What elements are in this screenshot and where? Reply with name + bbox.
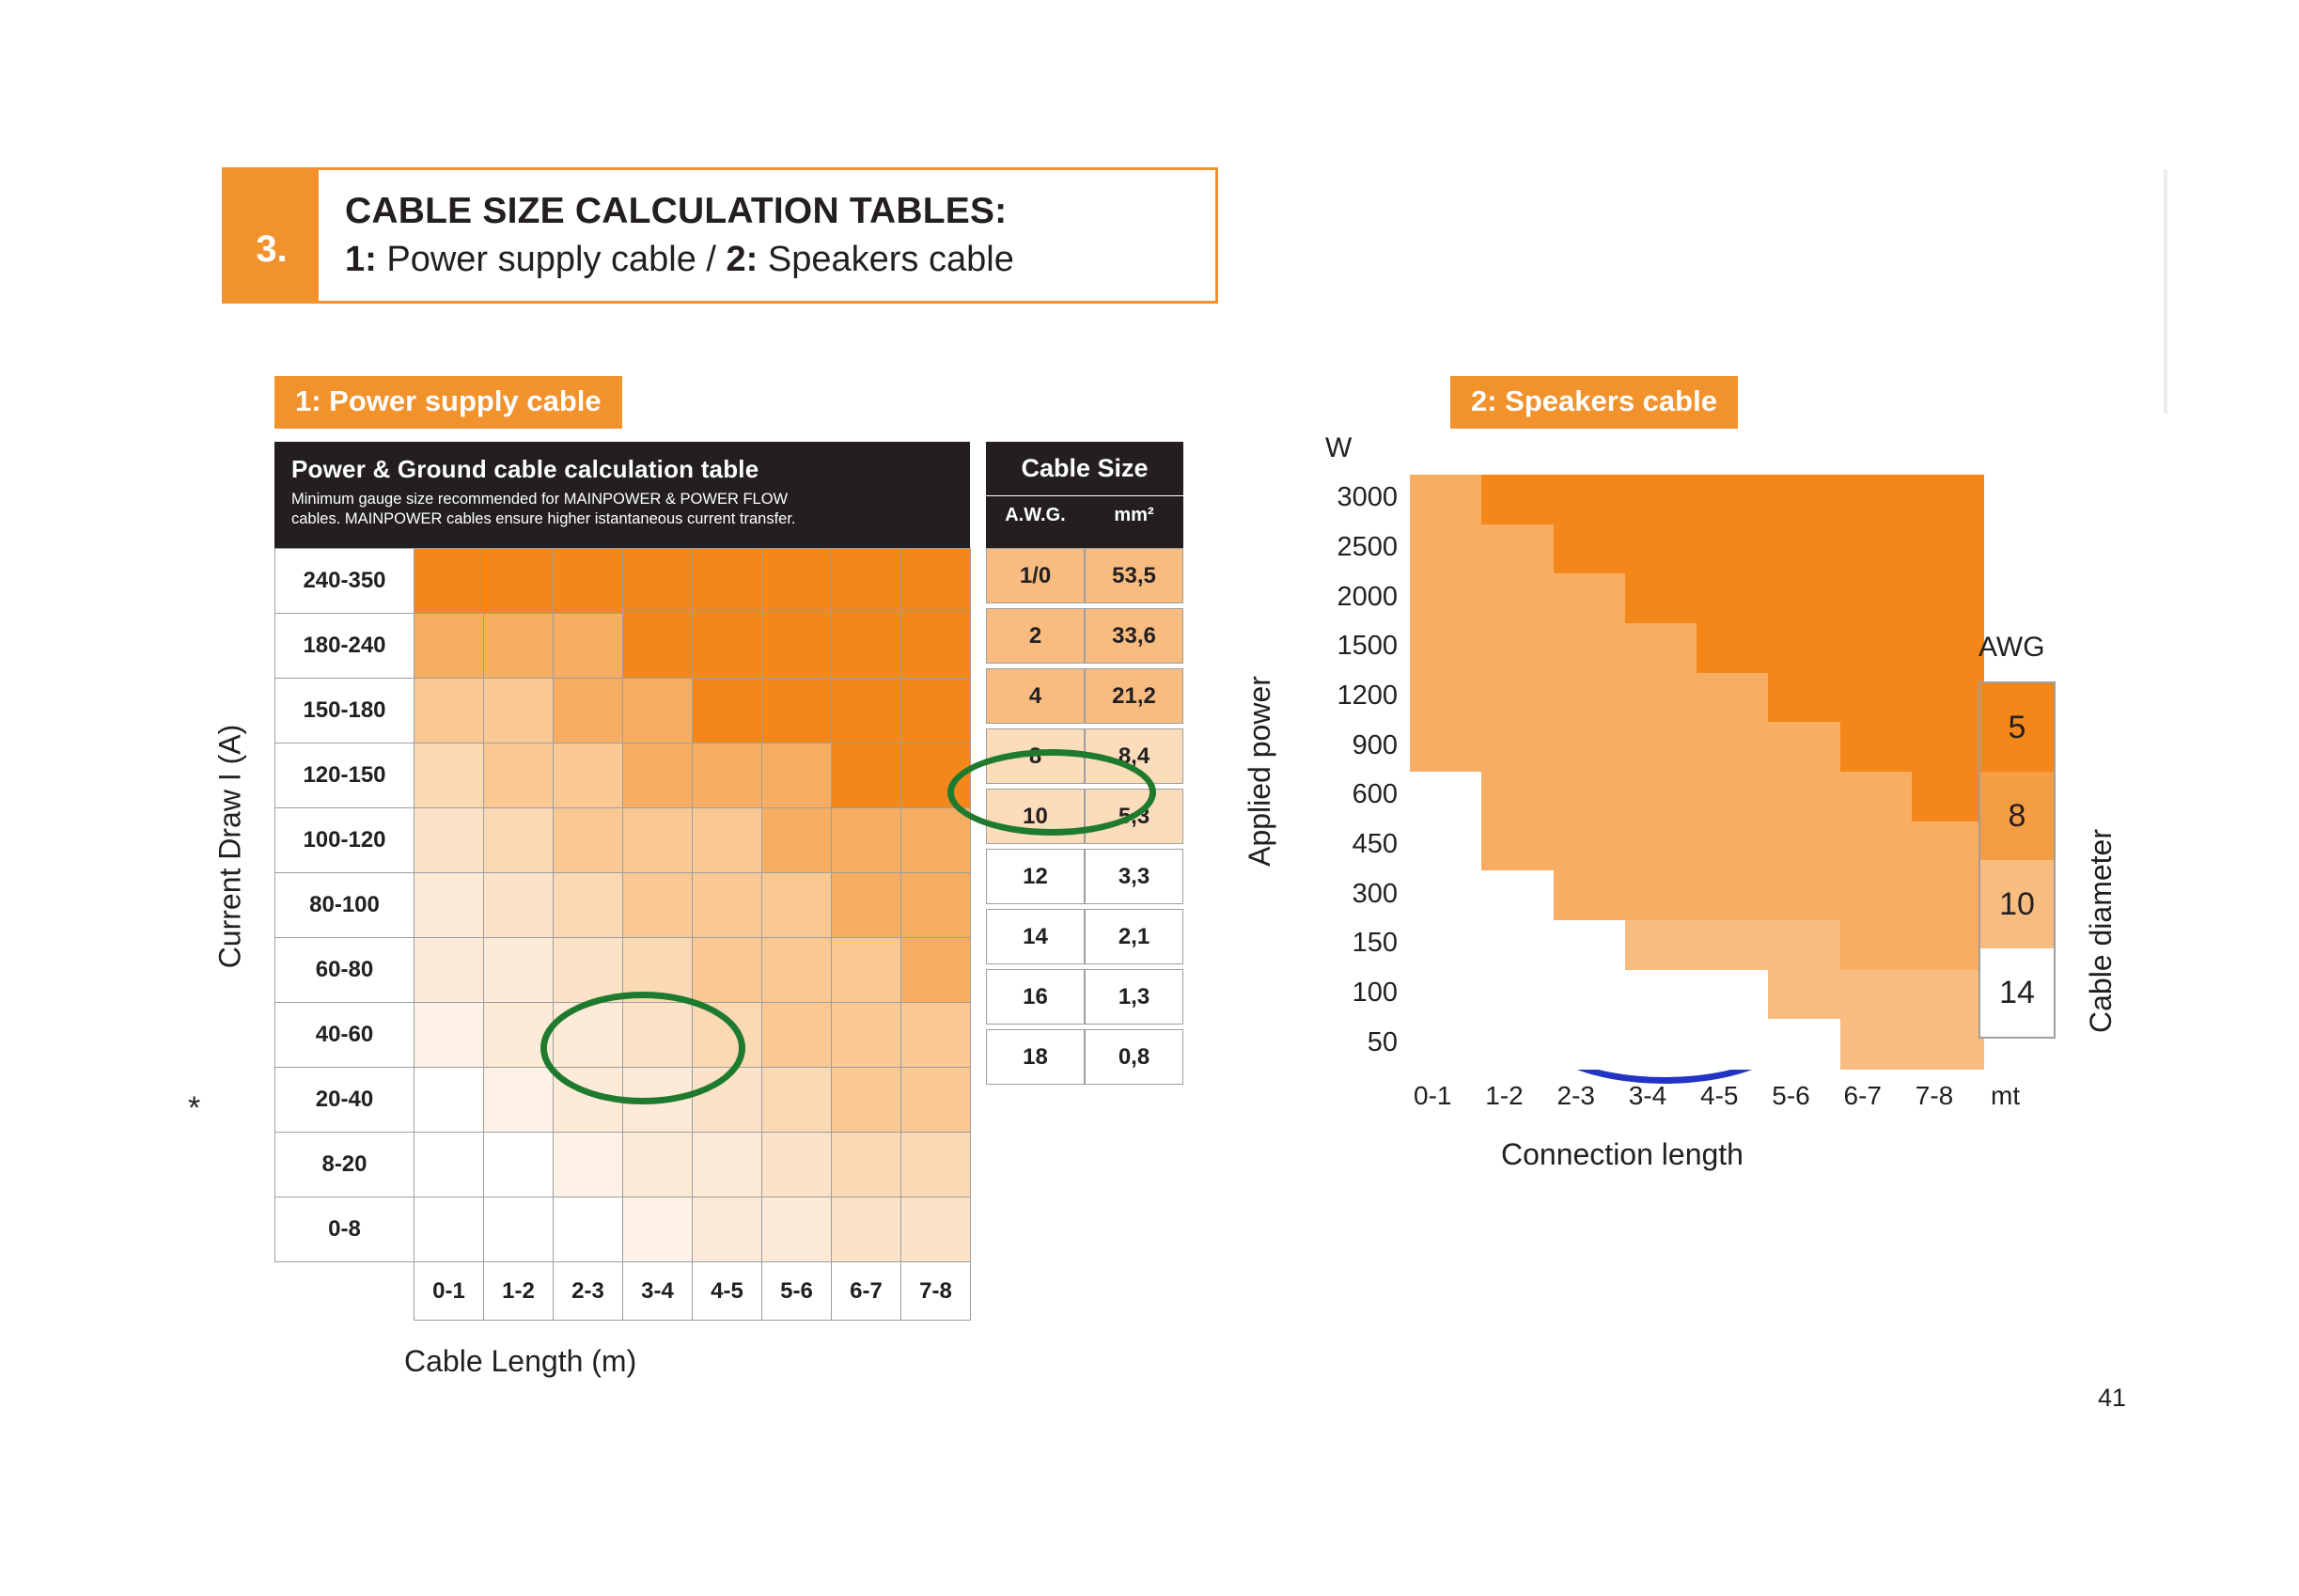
cable-size-mm2-value: 5,3 xyxy=(1085,789,1183,844)
power-heat-cell xyxy=(693,743,762,808)
power-heat-cell xyxy=(832,808,901,873)
power-row-label: 240-350 xyxy=(275,549,414,614)
speakers-heat-cell xyxy=(1840,1019,1913,1069)
power-heat-cell xyxy=(414,808,484,873)
power-heat-cell xyxy=(484,808,554,873)
power-x-tick: 2-3 xyxy=(554,1262,623,1321)
power-heat-cell xyxy=(484,1197,554,1262)
speakers-heat-cell xyxy=(1410,970,1482,1020)
power-x-tick: 1-2 xyxy=(484,1262,554,1321)
power-heat-cell xyxy=(901,1068,971,1133)
header-mid-text: Power supply cable / xyxy=(376,239,727,279)
power-heat-cell xyxy=(414,614,484,679)
speakers-heat-cell xyxy=(1697,475,1769,524)
speakers-y-tick: 450 xyxy=(1352,829,1398,859)
power-chart-ylabel: Current Draw I (A) xyxy=(212,724,247,968)
awg-legend xyxy=(1978,681,2056,1039)
speakers-heat-cell xyxy=(1768,623,1840,673)
annotation-ellipse-green-awg8 xyxy=(947,749,1156,836)
speakers-heat-cell xyxy=(1554,920,1626,970)
annotation-ellipse-green-grid xyxy=(540,992,745,1104)
power-heat-cell xyxy=(762,938,832,1003)
power-heat-cell xyxy=(484,873,554,938)
page-number: 41 xyxy=(2098,1384,2127,1412)
speakers-heat-cell xyxy=(1912,673,1984,723)
cable-size-col-mm2: mm² xyxy=(1114,505,1154,525)
power-heat-cell xyxy=(693,938,762,1003)
power-heat-cell xyxy=(693,873,762,938)
speakers-y-ticks xyxy=(1311,475,1405,1069)
power-row-label: 0-8 xyxy=(275,1197,414,1262)
speakers-heat-cell xyxy=(1625,623,1697,673)
speakers-heat-cell xyxy=(1625,722,1697,772)
speakers-heat-cell xyxy=(1768,920,1840,970)
speakers-heat-cell xyxy=(1625,673,1697,723)
speakers-heat-cell xyxy=(1481,970,1554,1020)
speakers-x-tick: 7-8 xyxy=(1915,1081,1954,1110)
cable-size-awg-value: 16 xyxy=(986,969,1085,1025)
power-heat-cell xyxy=(693,808,762,873)
cable-size-mm2-value: 33,6 xyxy=(1085,608,1183,664)
speakers-y-tick: 2500 xyxy=(1337,532,1398,562)
power-heat-cell xyxy=(623,614,693,679)
power-heat-cell xyxy=(623,873,693,938)
speakers-heat-cell xyxy=(1554,573,1626,623)
speakers-heat-cell xyxy=(1697,970,1769,1020)
speakers-heat-cell xyxy=(1410,573,1482,623)
speakers-heat-cell xyxy=(1410,772,1482,821)
speakers-heat-cell xyxy=(1410,722,1482,772)
speakers-heat-cell xyxy=(1912,475,1984,524)
table-row xyxy=(275,808,971,873)
power-x-tick: 6-7 xyxy=(832,1262,901,1321)
cable-size-col-awg: A.W.G. xyxy=(1005,505,1066,525)
power-heat-cell xyxy=(554,549,623,614)
speakers-heat-cell xyxy=(1625,1019,1697,1069)
power-heat-cell xyxy=(762,614,832,679)
speakers-heat-cell xyxy=(1912,573,1984,623)
table-row xyxy=(275,549,971,614)
speakers-x-unit: mt xyxy=(1991,1081,2021,1110)
power-heat-cell xyxy=(414,743,484,808)
power-heat-cell xyxy=(414,1068,484,1133)
speakers-heat-cell xyxy=(1840,475,1913,524)
power-heat-cell xyxy=(832,938,901,1003)
legend-swatch-awg-5: 5 xyxy=(1980,683,2054,772)
speakers-heat-cell xyxy=(1912,870,1984,920)
power-heat-cell xyxy=(832,549,901,614)
speakers-heat-cell xyxy=(1697,1019,1769,1069)
cable-size-mm2-value: 8,4 xyxy=(1085,728,1183,784)
power-heat-cell xyxy=(554,1133,623,1197)
speakers-heat-cell xyxy=(1768,673,1840,723)
power-heat-cell xyxy=(832,743,901,808)
power-table-banner-title: Power & Ground cable calculation table xyxy=(291,455,759,483)
speakers-heat-cell xyxy=(1912,623,1984,673)
speakers-heat-cell xyxy=(1554,524,1626,574)
speakers-heat-cell xyxy=(1768,722,1840,772)
power-heat-cell xyxy=(693,549,762,614)
speakers-x-ticks xyxy=(1410,1081,2030,1119)
speakers-heatmap-plot xyxy=(1410,475,1983,1069)
speakers-heat-cell xyxy=(1625,772,1697,821)
speakers-x-tick: 3-4 xyxy=(1628,1081,1667,1110)
table-row xyxy=(275,679,971,743)
speakers-heat-cell xyxy=(1410,524,1482,574)
cable-size-mm2-value: 3,3 xyxy=(1085,849,1183,904)
speakers-heat-cell xyxy=(1912,970,1984,1020)
speakers-heat-cell xyxy=(1481,1019,1554,1069)
legend-swatch-awg-14: 14 xyxy=(1980,948,2054,1037)
power-x-axis-row xyxy=(275,1262,971,1321)
cable-size-awg-value: 12 xyxy=(986,849,1085,904)
power-heat-cell xyxy=(414,873,484,938)
legend-title: AWG xyxy=(1978,632,2045,663)
power-heat-cell xyxy=(832,1003,901,1068)
speakers-heat-cell xyxy=(1697,673,1769,723)
speakers-chart-unit: W xyxy=(1325,432,1353,463)
speakers-heat-cell xyxy=(1481,722,1554,772)
speakers-heat-cell xyxy=(1554,475,1626,524)
power-heat-cell xyxy=(901,679,971,743)
speakers-heat-cell xyxy=(1912,821,1984,871)
power-x-tick: 4-5 xyxy=(693,1262,762,1321)
power-heat-cell xyxy=(554,938,623,1003)
speakers-y-tick: 2000 xyxy=(1337,581,1398,612)
speakers-chart-ylabel: Applied power xyxy=(1242,675,1276,867)
power-heat-cell xyxy=(414,1197,484,1262)
legend-side-label: Cable diameter xyxy=(2083,828,2118,1033)
speakers-heat-cell xyxy=(1697,722,1769,772)
power-x-tick: 5-6 xyxy=(762,1262,832,1321)
speakers-heat-cell xyxy=(1481,623,1554,673)
speakers-heat-cell xyxy=(1912,772,1984,821)
header-label-1: 1: xyxy=(345,239,377,279)
table-row xyxy=(275,1197,971,1262)
speakers-heat-cell xyxy=(1554,1019,1626,1069)
speakers-heat-cell xyxy=(1840,573,1913,623)
cable-size-mm2-value: 53,5 xyxy=(1085,548,1183,603)
power-row-label: 150-180 xyxy=(275,679,414,743)
speakers-heat-cell xyxy=(1840,524,1913,574)
power-heat-cell xyxy=(414,938,484,1003)
speakers-heat-cell xyxy=(1768,772,1840,821)
speakers-y-tick: 900 xyxy=(1352,729,1398,760)
cable-size-mm2-value: 21,2 xyxy=(1085,668,1183,724)
power-heat-cell xyxy=(762,1003,832,1068)
power-heat-cell xyxy=(554,873,623,938)
power-heat-cell xyxy=(484,938,554,1003)
legend-swatch-awg-10: 10 xyxy=(1980,860,2054,948)
speakers-heat-cell xyxy=(1840,722,1913,772)
power-heat-cell xyxy=(414,1003,484,1068)
power-heat-cell xyxy=(762,873,832,938)
power-heat-cell xyxy=(762,549,832,614)
power-heat-cell xyxy=(554,743,623,808)
speakers-x-tick: 2-3 xyxy=(1556,1081,1595,1110)
power-heat-cell xyxy=(762,679,832,743)
power-heat-cell xyxy=(484,549,554,614)
page-header-block xyxy=(222,167,1218,304)
power-heat-cell xyxy=(832,873,901,938)
speakers-heat-cell xyxy=(1481,772,1554,821)
table-row xyxy=(275,614,971,679)
power-heat-cell xyxy=(693,1133,762,1197)
power-table-banner-sub1: Minimum gauge size recommended for MAINPOWER & POWER FLOW xyxy=(291,491,789,508)
power-row-label: 180-240 xyxy=(275,614,414,679)
speakers-heat-cell xyxy=(1768,1019,1840,1069)
speakers-heat-cell xyxy=(1410,920,1482,970)
cable-size-mm2-value: 0,8 xyxy=(1085,1029,1183,1085)
power-row-label: 20-40 xyxy=(275,1068,414,1133)
speakers-heat-cell xyxy=(1481,673,1554,723)
power-heat-cell xyxy=(554,614,623,679)
speakers-heat-cell xyxy=(1912,524,1984,574)
speakers-heat-cell xyxy=(1481,920,1554,970)
cable-size-awg-value: 10 xyxy=(986,789,1085,844)
speakers-heat-cell xyxy=(1697,623,1769,673)
cable-size-awg-value: 4 xyxy=(986,668,1085,724)
power-heat-cell xyxy=(554,1197,623,1262)
power-heatmap-grid xyxy=(274,548,970,1321)
speakers-heat-cell xyxy=(1554,970,1626,1020)
power-heat-cell xyxy=(832,1068,901,1133)
cable-size-awg-value: 2 xyxy=(986,608,1085,664)
header-text xyxy=(319,170,1215,301)
power-heat-cell xyxy=(832,1133,901,1197)
speakers-x-tick: 4-5 xyxy=(1700,1081,1739,1110)
cable-size-awg-value: 14 xyxy=(986,909,1085,964)
speakers-y-tick: 3000 xyxy=(1337,482,1398,513)
power-heat-cell xyxy=(693,1197,762,1262)
speakers-heat-cell xyxy=(1697,920,1769,970)
power-heat-cell xyxy=(901,873,971,938)
speakers-x-tick: 5-6 xyxy=(1772,1081,1810,1110)
speakers-heat-cell xyxy=(1840,970,1913,1020)
speakers-heat-cell xyxy=(1697,772,1769,821)
speakers-heat-cell xyxy=(1625,524,1697,574)
speakers-heat-cell xyxy=(1481,870,1554,920)
speakers-heat-cell xyxy=(1554,722,1626,772)
power-row-label: 60-80 xyxy=(275,938,414,1003)
power-heat-cell xyxy=(762,743,832,808)
power-heat-cell xyxy=(901,808,971,873)
power-supply-chart xyxy=(274,442,970,1321)
speakers-y-tick: 50 xyxy=(1367,1026,1398,1057)
power-heat-cell xyxy=(693,614,762,679)
speakers-heat-cell xyxy=(1481,821,1554,871)
header-end-text: Speakers cable xyxy=(758,239,1014,279)
speakers-heat-cell xyxy=(1554,623,1626,673)
speakers-heat-cell xyxy=(1697,573,1769,623)
power-heat-cell xyxy=(484,1068,554,1133)
power-row-label: 8-20 xyxy=(275,1133,414,1197)
cable-size-row xyxy=(986,608,1183,664)
speakers-heat-cell xyxy=(1697,870,1769,920)
speakers-heat-cell xyxy=(1768,573,1840,623)
cable-size-title: Cable Size xyxy=(1021,454,1149,482)
power-chart-xlabel: Cable Length (m) xyxy=(404,1344,637,1378)
speakers-x-tick: 0-1 xyxy=(1414,1081,1452,1110)
header-label-2: 2: xyxy=(726,239,759,279)
speakers-heat-cell xyxy=(1481,573,1554,623)
power-heat-cell xyxy=(484,1133,554,1197)
power-heat-cell xyxy=(623,1133,693,1197)
speakers-heat-cell xyxy=(1697,821,1769,871)
cable-size-awg-value: 18 xyxy=(986,1029,1085,1085)
cable-size-row xyxy=(986,909,1183,964)
speakers-y-tick: 150 xyxy=(1352,928,1398,959)
power-heat-cell xyxy=(414,679,484,743)
legend-swatch-awg-8: 8 xyxy=(1980,772,2054,860)
speakers-x-tick: 1-2 xyxy=(1485,1081,1524,1110)
power-heat-cell xyxy=(484,614,554,679)
speakers-heat-cell xyxy=(1768,524,1840,574)
power-heat-cell xyxy=(623,1197,693,1262)
power-heat-cell xyxy=(623,679,693,743)
header-title-line1: CABLE SIZE CALCULATION TABLES: xyxy=(345,191,1008,231)
power-heat-cell xyxy=(901,1133,971,1197)
speakers-heat-cell xyxy=(1768,970,1840,1020)
power-heat-cell xyxy=(762,808,832,873)
power-heat-cell xyxy=(554,679,623,743)
cable-size-row xyxy=(986,668,1183,724)
speakers-heat-cell xyxy=(1625,821,1697,871)
power-heat-cell xyxy=(414,1133,484,1197)
speakers-heat-cell xyxy=(1840,870,1913,920)
table-row xyxy=(275,1133,971,1197)
power-x-tick: 3-4 xyxy=(623,1262,693,1321)
speakers-heat-cell xyxy=(1481,475,1554,524)
cable-size-mm2-value: 1,3 xyxy=(1085,969,1183,1025)
power-heat-cell xyxy=(901,1003,971,1068)
speakers-heat-cell xyxy=(1554,673,1626,723)
power-heat-cell xyxy=(484,679,554,743)
power-heat-cell xyxy=(901,614,971,679)
power-table-banner-sub2: cables. MAINPOWER cables ensure higher istantaneous current transfer. xyxy=(291,510,796,528)
power-heat-cell xyxy=(623,549,693,614)
speakers-heat-cell xyxy=(1410,673,1482,723)
speakers-heat-cell xyxy=(1697,524,1769,574)
power-heatmap-table xyxy=(274,548,971,1321)
power-heat-cell xyxy=(832,1197,901,1262)
header-title-line2 xyxy=(345,237,1215,283)
power-heat-cell xyxy=(901,938,971,1003)
speakers-y-tick: 1500 xyxy=(1337,631,1398,662)
footnote-asterisk: * xyxy=(188,1090,201,1126)
cable-size-row xyxy=(986,849,1183,904)
power-heat-cell xyxy=(414,549,484,614)
speakers-heat-cell xyxy=(1840,821,1913,871)
power-heat-cell xyxy=(901,549,971,614)
speakers-heat-cell xyxy=(1840,623,1913,673)
speakers-heat-cell xyxy=(1840,920,1913,970)
power-heat-cell xyxy=(623,743,693,808)
cable-size-awg-value: 1/0 xyxy=(986,548,1085,603)
speakers-y-tick: 300 xyxy=(1352,878,1398,909)
speakers-heat-cell xyxy=(1481,524,1554,574)
speakers-y-tick: 100 xyxy=(1352,978,1398,1008)
power-heat-cell xyxy=(901,1197,971,1262)
speakers-y-tick: 1200 xyxy=(1337,681,1398,711)
speakers-heat-cell xyxy=(1554,772,1626,821)
power-heat-cell xyxy=(832,679,901,743)
speakers-y-tick: 600 xyxy=(1352,779,1398,810)
cable-size-row xyxy=(986,969,1183,1025)
power-x-tick: 0-1 xyxy=(414,1262,484,1321)
speakers-heat-cell xyxy=(1410,870,1482,920)
power-row-label: 120-150 xyxy=(275,743,414,808)
power-heat-cell xyxy=(693,679,762,743)
speakers-heat-cell xyxy=(1768,870,1840,920)
power-heat-cell xyxy=(762,1133,832,1197)
power-heat-cell xyxy=(762,1197,832,1262)
speakers-heat-cell xyxy=(1625,970,1697,1020)
cable-size-row xyxy=(986,548,1183,603)
speakers-heat-cell xyxy=(1912,722,1984,772)
speakers-heat-cell xyxy=(1912,1019,1984,1069)
cable-size-mm2-value: 2,1 xyxy=(1085,909,1183,964)
table-row xyxy=(275,873,971,938)
cable-size-row xyxy=(986,1029,1183,1085)
speakers-heat-cell xyxy=(1625,573,1697,623)
speakers-heat-cell xyxy=(1410,623,1482,673)
power-heat-cell xyxy=(554,808,623,873)
speakers-heat-cell xyxy=(1840,772,1913,821)
speakers-heat-cell xyxy=(1554,870,1626,920)
speakers-heat-cell xyxy=(1410,475,1482,524)
speakers-x-tick: 6-7 xyxy=(1843,1081,1882,1110)
power-row-label: 100-120 xyxy=(275,808,414,873)
cable-size-awg-value: 8 xyxy=(986,728,1085,784)
speakers-heat-cell xyxy=(1410,1019,1482,1069)
decorative-divider xyxy=(2164,169,2167,414)
power-row-label: 80-100 xyxy=(275,873,414,938)
cable-size-header xyxy=(986,442,1183,548)
section-title-speakers: 2: Speakers cable xyxy=(1450,376,1738,429)
axis-corner-spacer xyxy=(275,1262,414,1321)
speakers-heat-cell xyxy=(1554,821,1626,871)
speakers-heat-cell xyxy=(1625,920,1697,970)
speakers-heat-cell xyxy=(1410,821,1482,871)
header-section-number: 3. xyxy=(225,170,319,301)
speakers-heat-cell xyxy=(1625,870,1697,920)
table-row xyxy=(275,743,971,808)
power-heat-cell xyxy=(762,1068,832,1133)
power-heat-cell xyxy=(832,614,901,679)
section-title-power-supply: 1: Power supply cable xyxy=(274,376,622,429)
speakers-heat-cell xyxy=(1768,475,1840,524)
power-heat-cell xyxy=(484,743,554,808)
power-row-label: 40-60 xyxy=(275,1003,414,1068)
speakers-heat-cell xyxy=(1768,821,1840,871)
speakers-heat-cell xyxy=(1840,673,1913,723)
speakers-heat-cell xyxy=(1625,475,1697,524)
speakers-heat-cell xyxy=(1912,920,1984,970)
power-table-banner xyxy=(274,442,970,548)
power-x-tick: 7-8 xyxy=(901,1262,971,1321)
power-heat-cell xyxy=(623,808,693,873)
speakers-chart-xlabel: Connection length xyxy=(1501,1137,1744,1171)
